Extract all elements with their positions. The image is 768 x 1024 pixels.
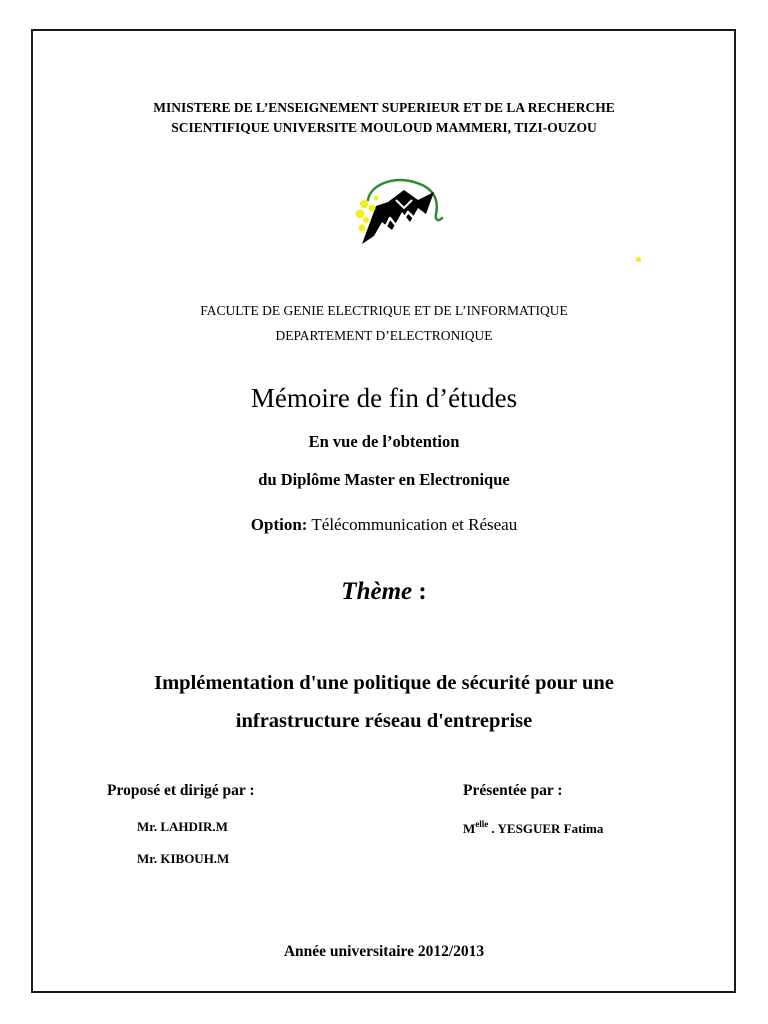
faculty-line-1: FACULTE DE GENIE ELECTRIQUE ET DE L’INFORMATIQUE [200, 303, 568, 318]
supervisor-name: Mr. LAHDIR.M [137, 819, 228, 834]
memoire-subtitle: En vue de l’obtention [308, 432, 460, 451]
supervisor-name: Mr. KIBOUH.M [137, 851, 230, 866]
theme-label: Thème [341, 578, 413, 605]
option-line [0, 514, 768, 536]
faculty-line-2: DEPARTEMENT D’ELECTRONIQUE [275, 328, 493, 343]
university-logo-icon [352, 178, 444, 248]
thesis-title [0, 664, 768, 740]
supervisors-heading: Proposé et dirigé par : [107, 782, 255, 799]
option-label: Option: [250, 515, 308, 534]
memoire-title: Mémoire de fin d’études [250, 383, 518, 413]
presenter-prefix-superscript: elle [475, 819, 489, 829]
ministry-header [0, 98, 768, 138]
theme-heading [0, 576, 768, 608]
academic-year: Année universitaire 2012/2013 [283, 943, 485, 960]
presenter-prefix: M [463, 821, 476, 836]
stray-dot [636, 257, 641, 262]
presenter-heading: Présentée par : [463, 782, 563, 799]
thesis-title-line-2: infrastructure réseau d'entreprise [235, 710, 533, 732]
presenter-name [463, 819, 603, 837]
presenter-name-text: . YESGUER Fatima [488, 821, 604, 836]
option-value: Télécommunication et Réseau [311, 515, 518, 534]
ministry-line-2: SCIENTIFIQUE UNIVERSITE MOULOUD MAMMERI, TIZI-OUZOU [171, 120, 597, 135]
memoire-degree: du Diplôme Master en Electronique [258, 470, 510, 489]
thesis-title-line-1: Implémentation d'une politique de sécurité pour une [154, 672, 614, 694]
theme-colon: : [418, 578, 427, 605]
faculty-header [0, 298, 768, 348]
page-border [31, 29, 736, 993]
ministry-line-1: MINISTERE DE L’ENSEIGNEMENT SUPERIEUR ET DE LA RECHERCHE [153, 100, 615, 115]
